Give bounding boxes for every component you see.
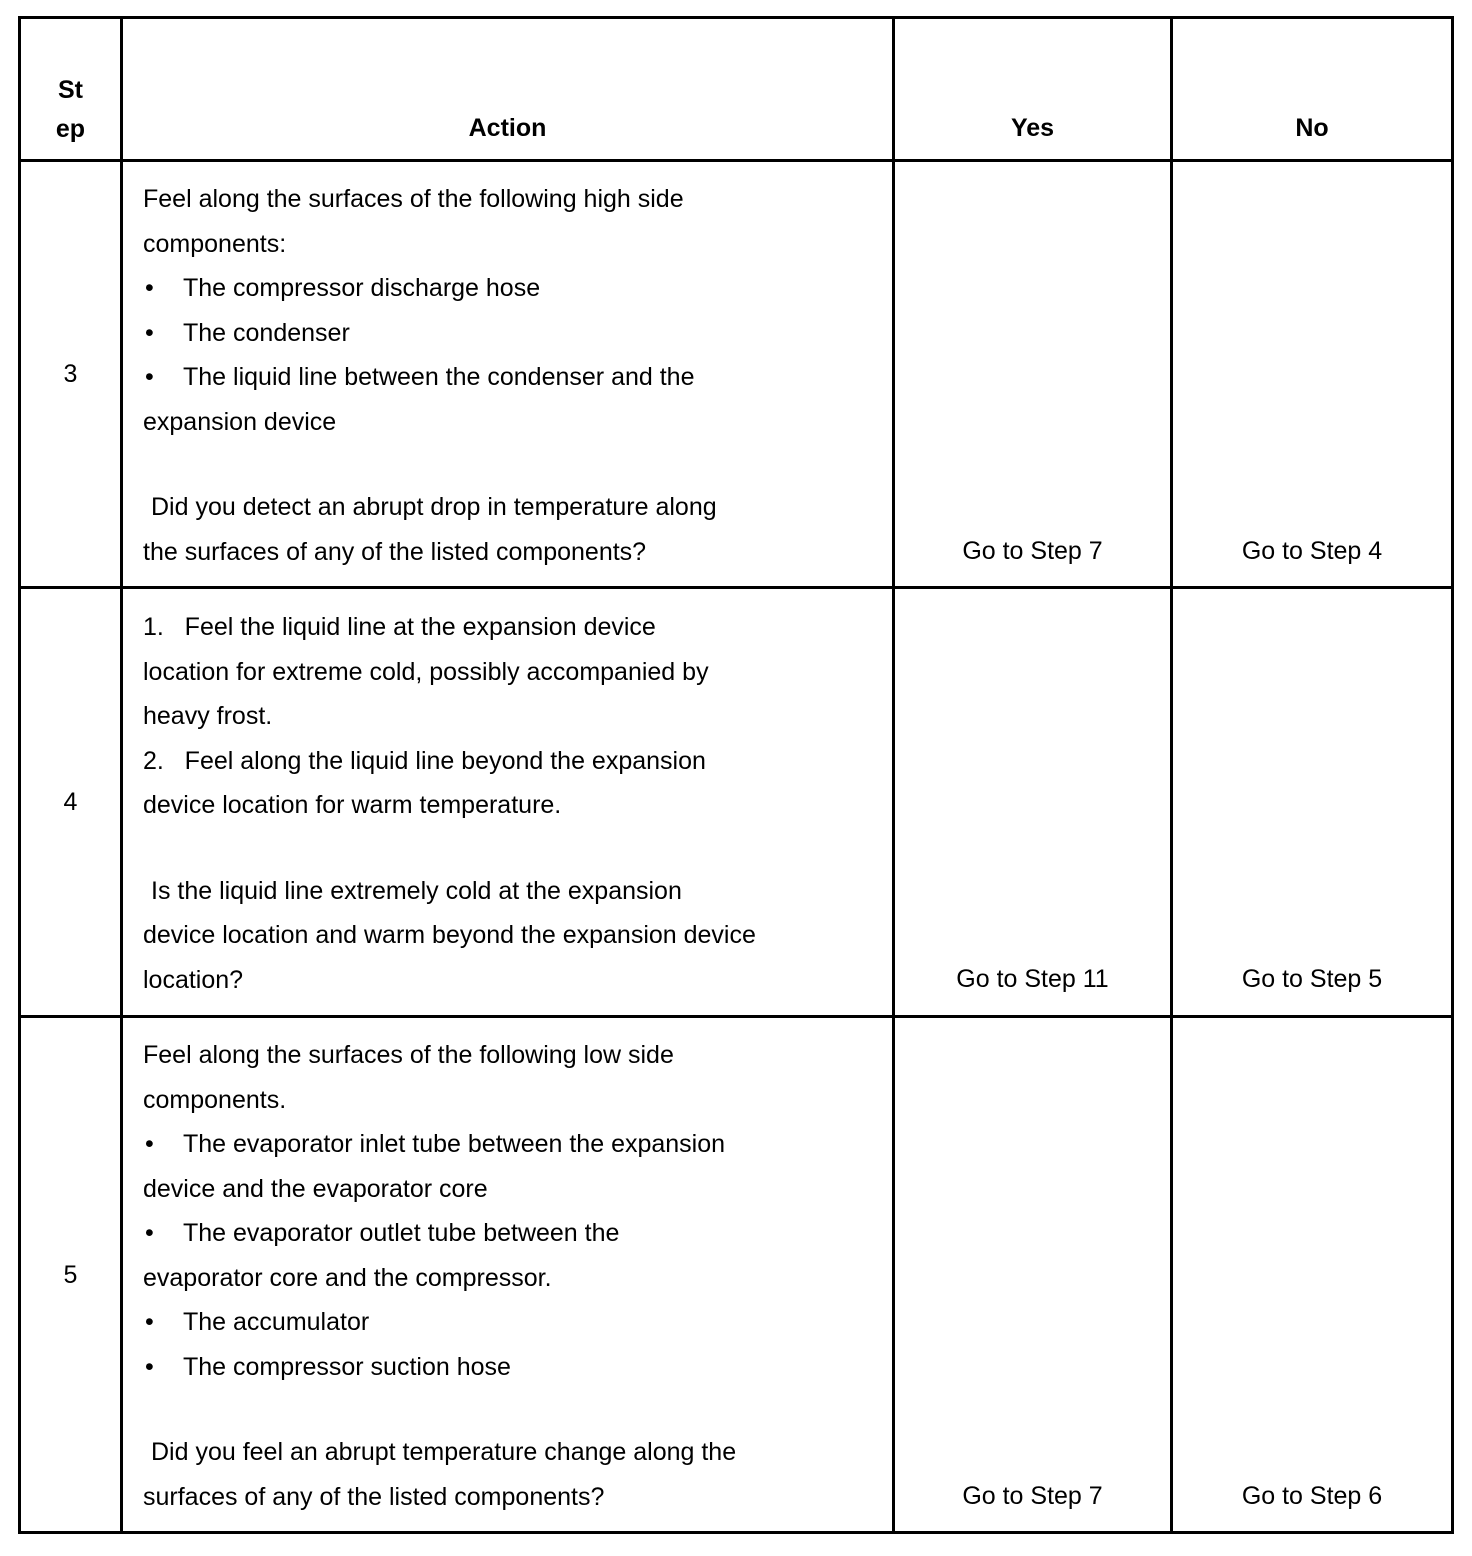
header-step-line2: ep bbox=[55, 115, 86, 143]
bullet-icon: • bbox=[145, 1308, 154, 1336]
table-border-bottom bbox=[18, 1531, 1454, 1534]
column-divider-yes bbox=[1170, 16, 1173, 1534]
bullet-item: • The compressor suction hose bbox=[143, 1345, 892, 1390]
yes-result: Go to Step 11 bbox=[956, 965, 1109, 993]
step-number: 3 bbox=[63, 360, 78, 388]
yes-result: Go to Step 7 bbox=[962, 537, 1103, 565]
column-divider-action bbox=[892, 16, 895, 1534]
action-line: device location for warm temperature. bbox=[143, 791, 562, 819]
troubleshooting-table bbox=[18, 16, 1454, 1534]
action-line: 1. Feel the liquid line at the expansion device bbox=[143, 613, 656, 641]
action-line: Feel along the surfaces of the following high side bbox=[143, 185, 684, 213]
action-cell bbox=[123, 1033, 892, 1519]
header-no: No bbox=[1295, 114, 1329, 142]
action-line: location for extreme cold, possibly accompanied by bbox=[143, 657, 709, 686]
bullet-item: • The evaporator inlet tube between the expansion bbox=[143, 1122, 892, 1167]
row-divider-4-5 bbox=[18, 1015, 1454, 1018]
table-border-top bbox=[18, 16, 1454, 19]
header-divider bbox=[18, 159, 1454, 162]
table-border-left bbox=[18, 16, 21, 1534]
header-yes: Yes bbox=[1010, 114, 1055, 142]
no-result: Go to Step 6 bbox=[1241, 1482, 1383, 1510]
header-action: Action bbox=[468, 114, 547, 142]
no-result: Go to Step 4 bbox=[1241, 537, 1383, 565]
bullet-item: • The liquid line between the condenser and the bbox=[143, 355, 892, 400]
question-line: location? bbox=[143, 965, 244, 994]
bullet-item: • The accumulator bbox=[143, 1300, 892, 1345]
action-line: expansion device bbox=[143, 407, 337, 436]
action-line: Feel along the surfaces of the following low side bbox=[143, 1041, 674, 1069]
bullet-icon: • bbox=[145, 363, 154, 391]
bullet-icon: • bbox=[145, 1130, 154, 1158]
action-line: device and the evaporator core bbox=[143, 1174, 488, 1203]
action-line: components. bbox=[143, 1085, 287, 1114]
action-line: heavy frost. bbox=[143, 702, 273, 730]
bullet-icon: • bbox=[145, 1352, 154, 1381]
row-divider-3-4 bbox=[18, 586, 1454, 589]
action-line: evaporator core and the compressor. bbox=[143, 1263, 552, 1292]
header-step-line1: St bbox=[58, 76, 83, 104]
question-line: Is the liquid line extremely cold at the expansion bbox=[151, 876, 682, 905]
bullet-item: • The compressor discharge hose bbox=[143, 266, 892, 311]
bullet-icon: • bbox=[145, 318, 154, 347]
action-line: components: bbox=[143, 229, 287, 258]
question-line: Did you detect an abrupt drop in temperature along bbox=[151, 493, 717, 521]
bullet-item: • The condenser bbox=[143, 311, 892, 356]
no-result: Go to Step 5 bbox=[1241, 965, 1383, 993]
question-line: device location and warm beyond the expansion device bbox=[143, 921, 756, 949]
bullet-item: • The evaporator outlet tube between the bbox=[143, 1211, 892, 1256]
action-cell bbox=[123, 177, 892, 574]
step-number: 4 bbox=[63, 788, 78, 816]
step-number: 5 bbox=[63, 1261, 78, 1289]
action-line: 2. Feel along the liquid line beyond the expansion bbox=[143, 746, 706, 775]
header-step bbox=[21, 71, 120, 149]
bullet-icon: • bbox=[145, 1219, 154, 1247]
bullet-icon: • bbox=[145, 274, 154, 302]
action-cell bbox=[123, 605, 892, 1002]
table-border-right bbox=[1451, 16, 1454, 1534]
question-line: the surfaces of any of the listed components? bbox=[143, 537, 647, 566]
yes-result: Go to Step 7 bbox=[962, 1482, 1103, 1510]
question-line: Did you feel an abrupt temperature change along the bbox=[151, 1438, 737, 1466]
question-line: surfaces of any of the listed components? bbox=[143, 1482, 605, 1511]
